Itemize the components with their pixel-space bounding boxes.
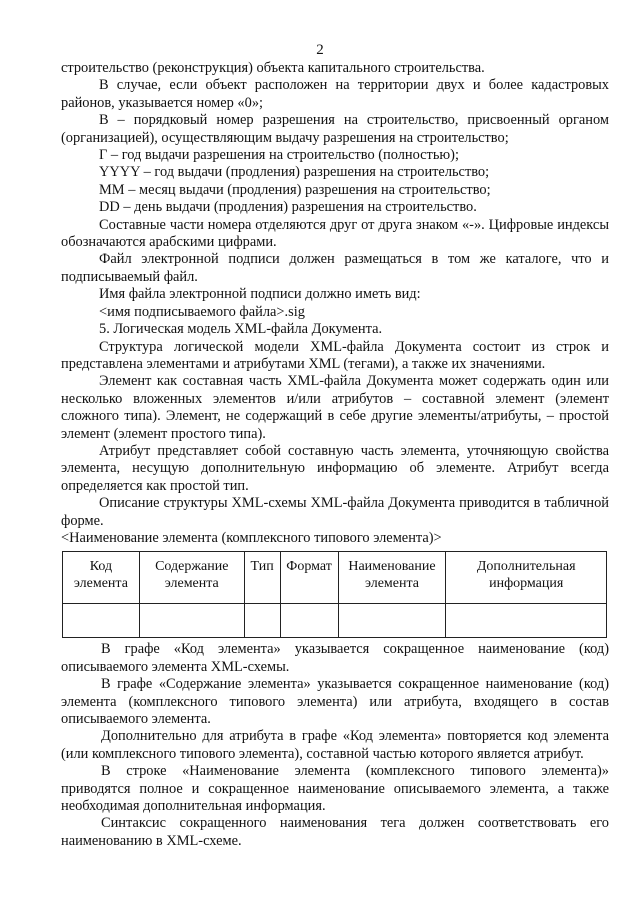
paragraph: <имя подписываемого файла>.sig (99, 303, 305, 320)
paragraph: Составные части номера отделяются друг от друга знаком «-». Цифровые индексы обозначаются арабскими цифрами. (61, 216, 609, 251)
table-cell (63, 604, 140, 638)
paragraph: YYYY – год выдачи (продления) разрешения на строительство; (99, 164, 490, 181)
table-cell (446, 604, 607, 638)
paragraph: Г – год выдачи разрешения на строительство (полностью); (99, 147, 459, 164)
paragraph: MM – месяц выдачи (продления) разрешения на строительство; (99, 181, 491, 198)
table-cell (139, 604, 244, 638)
paragraph: Элемент как составная часть XML-файла Документа может содержать один или несколько вложенных элементов и/или атрибутов – составной элемент (элемент сложного типа). Элемент, не содержащий в себе другие элементы/атрибуты, – простой элемент (элемент простого типа). (61, 373, 609, 442)
paragraph: Имя файла электронной подписи должно иметь вид: (99, 286, 421, 303)
paragraph: Синтаксис сокращенного наименования тега должен соответствовать его наименованию в XML-схеме. (61, 815, 609, 849)
paragraph: В графе «Код элемента» указывается сокращенное наименование (код) описываемого элемента XML-схемы. (61, 641, 609, 675)
table-cell (338, 604, 446, 638)
header-format: Формат (280, 552, 338, 604)
header-element-name: Наименование элемента (338, 552, 446, 604)
paragraph: Дополнительно для атрибута в графе «Код элемента» повторяется код элемента (или комплексного типового элемента), составной частью которого является атрибут. (61, 728, 609, 762)
header-element-content: Содержание элемента (139, 552, 244, 604)
paragraph: B – порядковый номер разрешения на строительство, присвоенный органом (организацией), осуществляющим выдачу разрешения на строительство; (61, 112, 609, 146)
page-number: 2 (316, 42, 324, 58)
paragraph: DD – день выдачи (продления) разрешения на строительство. (99, 199, 477, 216)
document-body (61, 60, 609, 850)
header-additional-info: Дополнительная информация (446, 552, 607, 604)
paragraph: Описание структуры XML-схемы XML-файла Документа приводится в табличной форме. (61, 495, 609, 529)
table-header-row (63, 552, 607, 604)
paragraph: Файл электронной подписи должен размещаться в том же каталоге, что и подписываемый файл. (61, 251, 609, 285)
paragraph: Атрибут представляет собой составную часть элемента, уточняющую свойства элемента, несущую дополнительную информацию об элементе. Атрибут всегда определяется как простой тип. (61, 442, 609, 494)
table-cell (244, 604, 280, 638)
header-element-code: Код элемента (63, 552, 140, 604)
table-row (63, 604, 607, 638)
table-caption: <Наименование элемента (комплексного типового элемента)> (61, 529, 442, 546)
paragraph: В строке «Наименование элемента (комплексного типового элемента)» приводятся полное и сокращенное наименование описываемого элемента, а также необходимая дополнительная информация. (61, 763, 609, 815)
header-type: Тип (244, 552, 280, 604)
paragraph: строительство (реконструкция) объекта капитального строительства. (61, 60, 485, 76)
paragraph: В графе «Содержание элемента» указывается сокращенное наименование (код) элемента (комплексного типового элемента) или атрибута, входящего в состав описываемого элемента. (61, 676, 609, 727)
section-heading: 5. Логическая модель XML-файла Документа. (99, 321, 383, 338)
structure-table (62, 551, 607, 638)
paragraph: Структура логической модели XML-файла Документа состоит из строк и представлена элементами и атрибутами XML (тегами), а также их значениями. (61, 338, 609, 372)
paragraph: В случае, если объект расположен на территории двух и более кадастровых районов, указывается номер «0»; (61, 77, 609, 111)
table-cell (280, 604, 338, 638)
